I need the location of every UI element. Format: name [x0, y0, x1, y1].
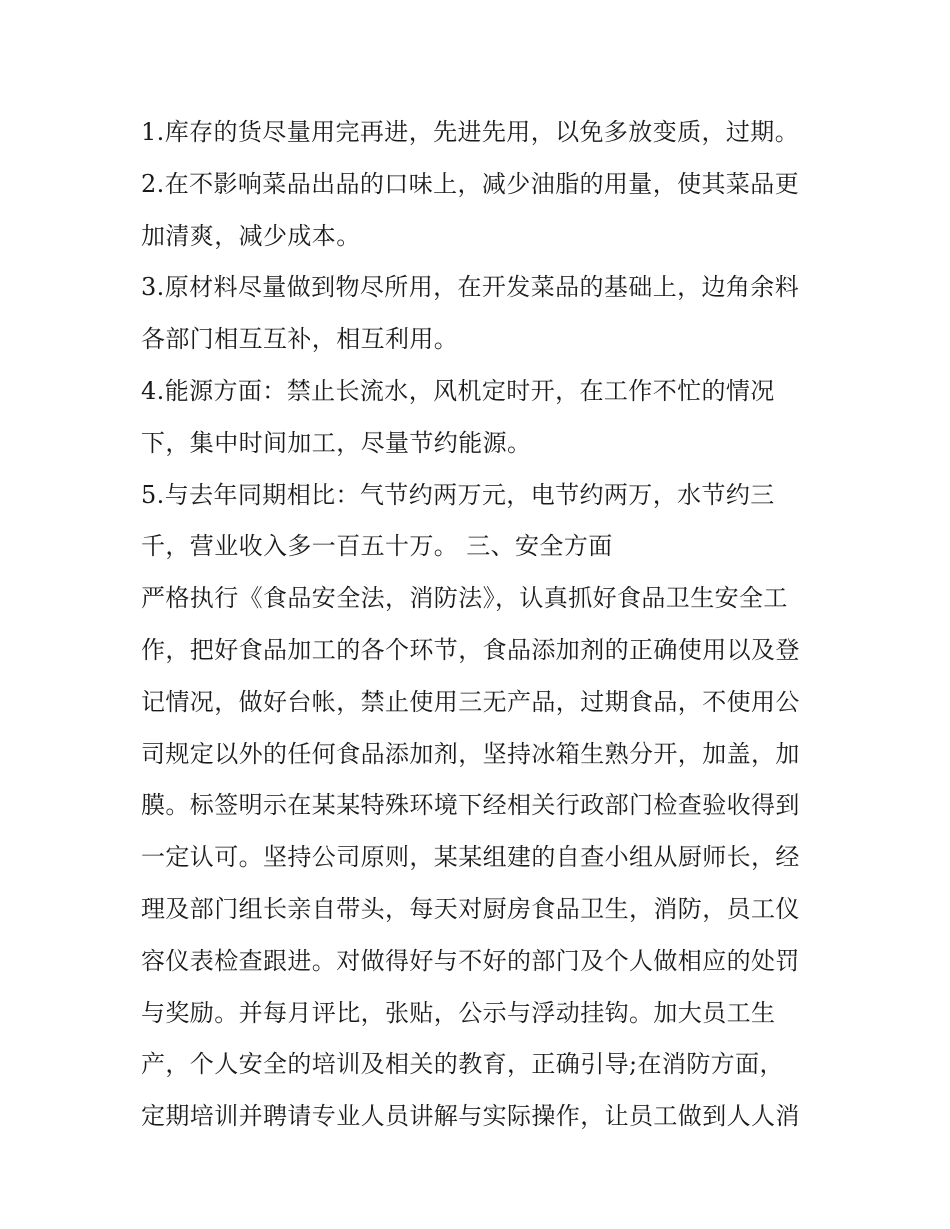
- text-line: 5.与去年同期相比：气节约两万元，电节约两万，水节约三: [141, 480, 775, 509]
- text-line: 产，个人安全的培训及相关的教育，正确引导;在消防方面，: [141, 1050, 784, 1079]
- document-body: [141, 107, 821, 1143]
- text-line: 各部门相互互补，相互利用。: [141, 325, 459, 354]
- text-line: 膜。标签明示在某某特殊环境下经相关行政部门检查验收得到: [141, 791, 800, 820]
- text-line: 4.能源方面：禁止长流水，风机定时开，在工作不忙的情况: [141, 376, 775, 405]
- text-line: 千，营业收入多一百五十万。 三、安全方面: [141, 532, 613, 561]
- text-line: 理及部门组长亲自带头，每天对厨房食品卫生，消防，员工仪: [141, 894, 800, 923]
- text-line: 作，把好食品加工的各个环节，食品添加剂的正确使用以及登: [141, 635, 800, 664]
- text-line: 下，集中时间加工，尽量节约能源。: [141, 428, 532, 457]
- text-line: 2.在不影响菜品出品的口味上，减少油脂的用量，使其菜品更: [141, 169, 800, 198]
- text-line: 严格执行《食品安全法，消防法》，认真抓好食品卫生安全工: [141, 584, 788, 613]
- text-line: 一定认可。坚持公司原则，某某组建的自查小组从厨师长，经: [141, 843, 800, 872]
- text-line: 司规定以外的任何食品添加剂，坚持冰箱生熟分开，加盖，加: [141, 739, 800, 768]
- text-line: 与奖励。并每月评比，张贴，公示与浮动挂钩。加大员工生: [141, 998, 776, 1027]
- text-line: 记情况，做好台帐，禁止使用三无产品，过期食品，不使用公: [141, 687, 800, 716]
- text-line: 1.库存的货尽量用完再进，先进先用，以免多放变质，过期。: [141, 118, 800, 146]
- text-line: 容仪表检查跟进。对做得好与不好的部门及个人做相应的处罚: [141, 946, 800, 975]
- text-line: 加清爽，减少成本。: [141, 221, 361, 250]
- text-line: 定期培训并聘请专业人员讲解与实际操作，让员工做到人人消: [141, 1102, 800, 1131]
- text-line: 3.原材料尽量做到物尽所用，在开发菜品的基础上，边角余料: [141, 273, 800, 302]
